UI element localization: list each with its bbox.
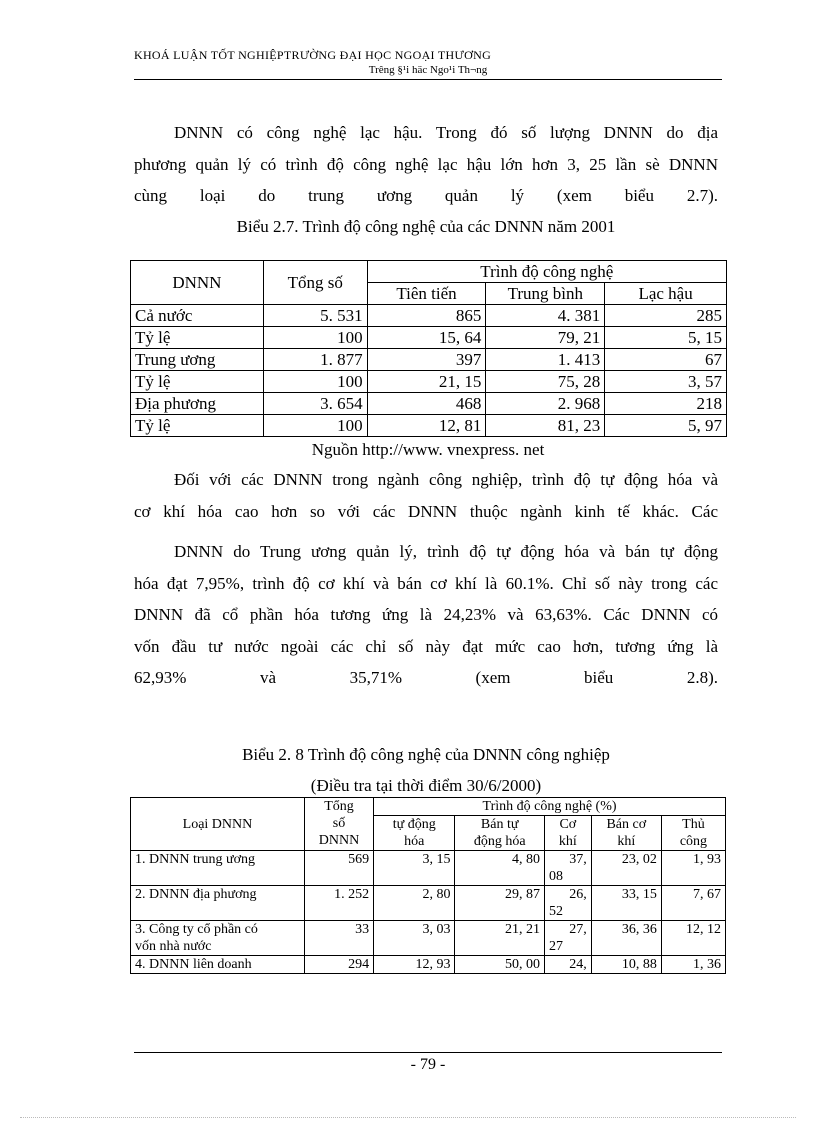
header-line: Bán tự (480, 817, 519, 832)
cell-advanced: 21, 15 (367, 371, 486, 393)
header-manual (661, 816, 725, 851)
cell-semi-mechanical: 10, 88 (591, 956, 661, 974)
cell-advanced: 12, 81 (367, 415, 486, 437)
cell-semi-mechanical: 23, 02 (591, 851, 661, 886)
row-label: Cả nước (131, 305, 264, 327)
table2-subcaption: (Điều tra tại thời điểm 30/6/2000) (310, 776, 542, 795)
row-label (131, 956, 305, 974)
footer-divider (134, 1052, 722, 1053)
row-label: Địa phương (131, 393, 264, 415)
header-mechanical (544, 816, 591, 851)
table-industrial-technology (130, 797, 726, 974)
header-subtitle: Trêng §¹i häc Ngo¹i Th¬ng (368, 64, 488, 76)
cell-total: 1. 252 (304, 886, 373, 921)
paragraph-line: DNNN đã cổ phần hóa tương ứng là 24,23% và 63,63%. Các DNNN có (134, 605, 718, 624)
paragraph-2 (134, 464, 718, 527)
header-total-line: số (332, 816, 346, 831)
cell-total: 100 (263, 371, 367, 393)
header-backward: Lạc hậu (605, 283, 727, 305)
row-label: Tỷ lệ (131, 415, 264, 437)
cell-line: 27 (548, 939, 563, 954)
table-row (131, 305, 727, 327)
header-advanced: Tiên tiến (367, 283, 486, 305)
paragraph-3 (134, 536, 718, 694)
row-label-line: 2. DNNN địa phương (135, 887, 257, 902)
cell-total: 33 (304, 921, 373, 956)
header-line: tự động (392, 817, 436, 832)
cell-semi-automation: 4, 80 (455, 851, 545, 886)
header-semi-mechanical (591, 816, 661, 851)
cell-backward: 3, 57 (605, 371, 727, 393)
cell-total: 569 (304, 851, 373, 886)
row-label-line: 1. DNNN trung ương (135, 852, 255, 867)
cell-semi-mechanical: 33, 15 (591, 886, 661, 921)
cell-manual: 1, 93 (661, 851, 725, 886)
header-line: Bán cơ (606, 817, 647, 832)
paragraph-line: phương quản lý có trình độ công nghệ lạc hậu lớn hơn 3, 25 lần sè DNNN (134, 154, 718, 174)
row-label (131, 886, 305, 921)
cell-average: 75, 28 (486, 371, 605, 393)
paragraph-1 (134, 117, 718, 212)
table-row (131, 921, 726, 956)
cell-line: 52 (548, 904, 563, 919)
cell-backward: 5, 97 (605, 415, 727, 437)
cell-mechanical (544, 886, 591, 921)
header-tech-level: Trình độ công nghệ (367, 261, 726, 283)
cell-line: 26, (569, 887, 587, 902)
paragraph-line: DNNN do Trung ương quản lý, trình độ tự động hóa và bán tự động (174, 542, 718, 561)
header-title: KHOÁ LUẬN TỐT NGHIỆPTRƯỜNG ĐẠI HỌC NGOẠI THƯƠNG (134, 48, 492, 62)
paragraph-line: hóa đạt 7,95%, trình độ cơ khí và bán cơ khí là 60.1%. Chỉ số này trong các (134, 573, 718, 593)
cell-total: 3. 654 (263, 393, 367, 415)
cell-automation: 3, 15 (374, 851, 455, 886)
cell-advanced: 397 (367, 349, 486, 371)
header-line: hóa (404, 834, 425, 849)
cell-average: 1. 413 (486, 349, 605, 371)
table-technology-2001 (130, 260, 727, 437)
header-average: Trung bình (486, 283, 605, 305)
cell-semi-automation: 21, 21 (455, 921, 545, 956)
cell-average: 81, 23 (486, 415, 605, 437)
cell-manual: 1, 36 (661, 956, 725, 974)
header-line: khí (558, 834, 577, 849)
cell-mechanical (544, 956, 591, 974)
cell-line: 08 (548, 869, 563, 884)
row-label: Tỷ lệ (131, 327, 264, 349)
cell-semi-mechanical: 36, 36 (591, 921, 661, 956)
row-label-line: 4. DNNN liên doanh (135, 957, 252, 972)
table-row (131, 393, 727, 415)
table-row (131, 415, 727, 437)
cell-backward: 5, 15 (605, 327, 727, 349)
paragraph-line: 62,93% và 35,71% (xem biểu 2.8). (134, 668, 718, 687)
header-total: Tổng số (263, 261, 367, 305)
table-row (131, 886, 726, 921)
header-tech-level: Trình độ công nghệ (%) (374, 798, 726, 816)
cell-semi-automation: 29, 87 (455, 886, 545, 921)
table1-caption: Biểu 2.7. Trình độ công nghệ của các DNNN năm 2001 (236, 217, 616, 236)
paragraph-line: vốn đầu tư nước ngoài các chỉ số này đạt mức cao hơn, tương ứng là (134, 636, 718, 656)
header-semi-automation (455, 816, 545, 851)
table1-source: Nguồn http://www. vnexpress. net (311, 440, 545, 459)
cell-total: 100 (263, 415, 367, 437)
cell-manual: 12, 12 (661, 921, 725, 956)
cell-average: 79, 21 (486, 327, 605, 349)
cell-automation: 3, 03 (374, 921, 455, 956)
cell-advanced: 865 (367, 305, 486, 327)
header-divider (134, 79, 722, 80)
cell-semi-automation: 50, 00 (455, 956, 545, 974)
page-header (134, 48, 722, 76)
paragraph-line: cùng loại do trung ương quản lý (xem biểu 2.7). (134, 186, 718, 205)
table-row (131, 956, 726, 974)
cell-automation: 12, 93 (374, 956, 455, 974)
row-label: Tỷ lệ (131, 371, 264, 393)
cell-average: 4. 381 (486, 305, 605, 327)
header-line: động hóa (473, 834, 526, 849)
table-row (131, 371, 727, 393)
table2-caption: Biểu 2. 8 Trình độ công nghệ của DNNN công nghiệp (242, 745, 610, 764)
header-line: khí (617, 834, 636, 849)
cell-total: 100 (263, 327, 367, 349)
cell-advanced: 15, 64 (367, 327, 486, 349)
cell-average: 2. 968 (486, 393, 605, 415)
paragraph-line: Đối với các DNNN trong ngành công nghiệp, trình độ tự động hóa và (174, 470, 718, 489)
cell-automation: 2, 80 (374, 886, 455, 921)
header-total-line: DNNN (318, 833, 360, 848)
row-label-line: 3. Công ty cổ phần có (135, 922, 258, 937)
paragraph-line: cơ khí hóa cao hơn so với các DNNN thuộc ngành kinh tế khác. Các (134, 501, 718, 521)
cell-line: 37, (569, 852, 587, 867)
cell-manual: 7, 67 (661, 886, 725, 921)
cell-backward: 67 (605, 349, 727, 371)
cell-mechanical (544, 851, 591, 886)
table-row (131, 327, 727, 349)
cell-total: 294 (304, 956, 373, 974)
header-dnnn: DNNN (131, 261, 264, 305)
cell-line: 24, (569, 957, 587, 972)
header-type: Loại DNNN (131, 798, 305, 851)
header-total-line: Tổng (324, 799, 354, 814)
cell-backward: 285 (605, 305, 727, 327)
row-label (131, 851, 305, 886)
cell-backward: 218 (605, 393, 727, 415)
cell-mechanical (544, 921, 591, 956)
page-bottom-border (20, 1117, 796, 1118)
header-line: Cơ (559, 817, 577, 832)
header-line: công (679, 834, 708, 849)
table-row (131, 851, 726, 886)
row-label (131, 921, 305, 956)
header-automation (374, 816, 455, 851)
paragraph-line: DNNN có công nghệ lạc hậu. Trong đó số lượng DNNN do địa (174, 123, 718, 142)
row-label-line: vốn nhà nước (135, 939, 212, 954)
cell-line: 27, (569, 922, 587, 937)
cell-total: 1. 877 (263, 349, 367, 371)
table-row (131, 349, 727, 371)
header-total (304, 798, 373, 851)
cell-advanced: 468 (367, 393, 486, 415)
row-label: Trung ương (131, 349, 264, 371)
page-number: - 79 - (410, 1056, 446, 1073)
cell-total: 5. 531 (263, 305, 367, 327)
header-line: Thủ (682, 817, 705, 832)
